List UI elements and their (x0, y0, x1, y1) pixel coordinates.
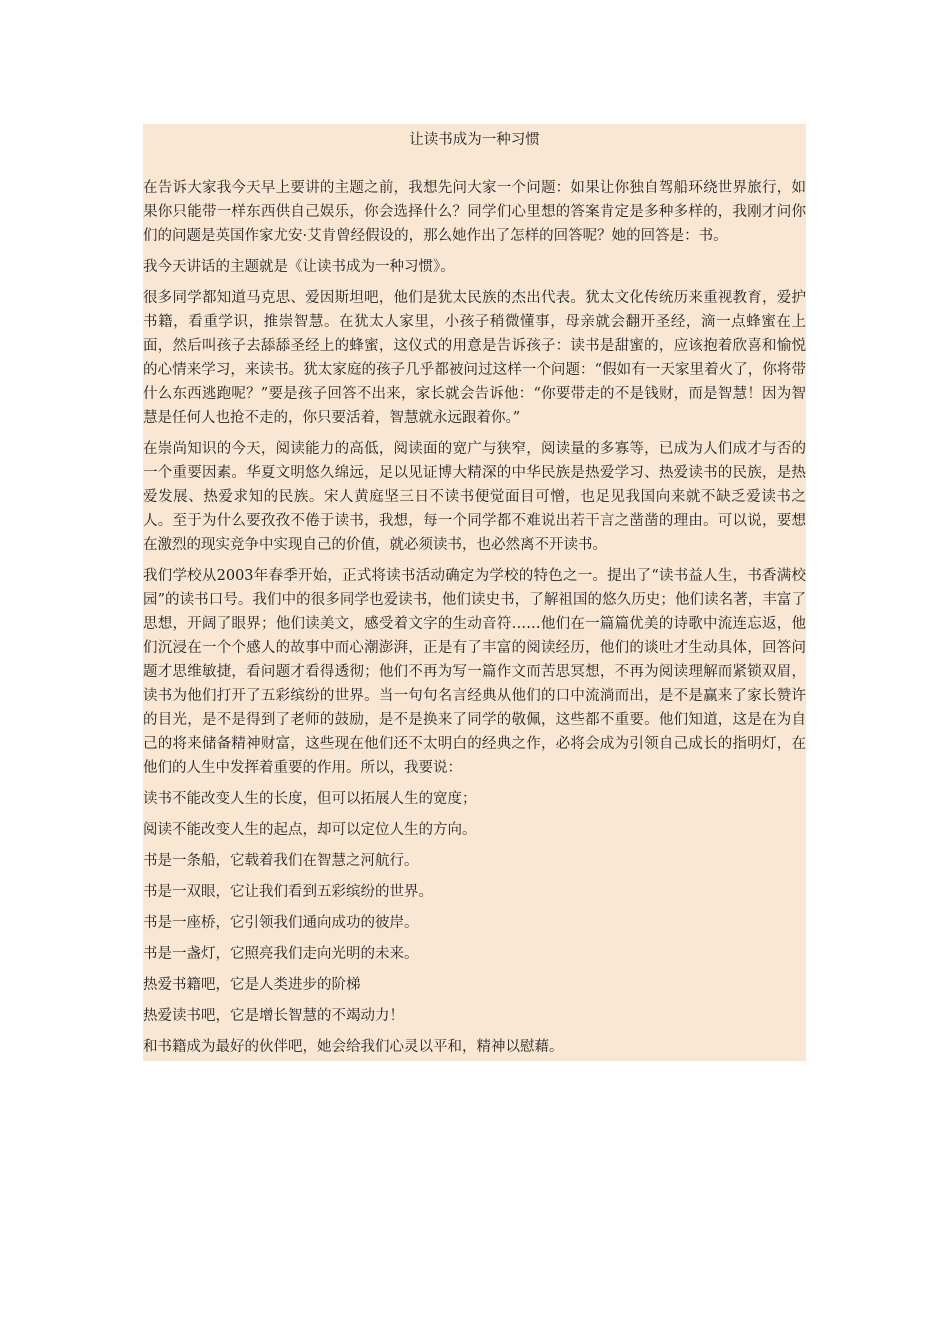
paragraph: 在告诉大家我今天早上要讲的主题之前，我想先问大家一个问题：如果让你独自驾船环绕世界旅行，如果你只能带一样东西供自己娱乐，你会选择什么？同学们心里想的答案肯定是多种多样的，我刚才问你们的问题是英国作家尤安·艾肯曾经假设的，那么她作出了怎样的回答呢？她的回答是：书。 (143, 180, 806, 244)
paragraph: 和书籍成为最好的伙伴吧，她会给我们心灵以平和，精神以慰藉。 (143, 1039, 564, 1055)
paragraph: 阅读不能改变人生的起点，却可以定位人生的方向。 (143, 822, 477, 838)
paragraph: 书是一盏灯，它照亮我们走向光明的未来。 (143, 946, 419, 962)
paragraph: 读书不能改变人生的长度，但可以拓展人生的宽度； (143, 791, 477, 807)
paragraph: 书是一双眼，它让我们看到五彩缤纷的世界。 (143, 884, 433, 900)
paragraph: 在崇尚知识的今天，阅读能力的高低，阅读面的宽广与狭窄，阅读量的多寡等，已成为人们成才与否的一个重要因素。华夏文明悠久绵远，足以见证博大精深的中华民族是热爱学习、热爱读书的民族，是热爱发展、热爱求知的民族。宋人黄庭坚三日不读书便觉面目可憎，也足见我国向来就不缺乏爱读书之人。至于为什么要孜孜不倦于读书，我想，每一个同学都不难说出若干言之凿凿的理由。可以说，要想在激烈的现实竞争中实现自己的价值，就必须读书，也必然离不开读书。 (143, 441, 806, 553)
paragraph: 我们学校从2003年春季开始，正式将读书活动确定为学校的特色之一。提出了“读书益人生，书香满校园”的读书口号。我们中的很多同学也爱读书，他们读史书，了解祖国的悠久历史；他们读名著，丰富了思想，开阔了眼界；他们读美文，感受着文字的生动音符……他们在一篇篇优美的诗歌中流连忘返，他们沉浸在一个个感人的故事中而心潮澎湃，正是有了丰富的阅读经历，他们的谈吐才生动具体，回答问题才思维敏捷，看问题才看得透彻；他们不再为写一篇作文而苦思冥想，不再为阅读理解而紧锁双眉，读书为他们打开了五彩缤纷的世界。当一句句名言经典从他们的口中流淌而出，是不是赢来了家长赞许的目光，是不是得到了老师的鼓励，是不是换来了同学的敬佩，这些都不重要。他们知道，这是在为自己的将来储备精神财富，这些现在他们还不太明白的经典之作，必将会成为引领自己成长的指明灯，在他们的人生中发挥着重要的作用。所以，我要说： (143, 568, 806, 776)
document-title: 让读书成为一种习惯 (409, 132, 540, 148)
paragraph: 很多同学都知道马克思、爱因斯坦吧，他们是犹太民族的杰出代表。犹太文化传统历来重视教育，爱护书籍，看重学识，推崇智慧。在犹太人家里，小孩子稍微懂事，母亲就会翻开圣经，滴一点蜂蜜在上面，然后叫孩子去舔舔圣经上的蜂蜜，这仪式的用意是告诉孩子：读书是甜蜜的，应该抱着欣喜和愉悦的心情来学习，来读书。犹太家庭的孩子几乎都被问过这样一个问题：“假如有一天家里着火了，你将带什么东西逃跑呢？”要是孩子回答不出来，家长就会告诉他：“你要带走的不是钱财，而是智慧！因为智慧是任何人也抢不走的，你只要活着，智慧就永远跟着你。” (143, 290, 806, 426)
document-body (143, 124, 806, 1061)
paragraph: 书是一座桥，它引领我们通向成功的彼岸。 (143, 915, 419, 931)
paragraph: 书是一条船，它载着我们在智慧之河航行。 (143, 853, 419, 869)
paragraph: 热爱书籍吧，它是人类进步的阶梯 (143, 977, 361, 993)
paragraph: 我今天讲话的主题就是《让读书成为一种习惯》。 (143, 259, 455, 275)
paragraph: 热爱读书吧，它是增长智慧的不竭动力！ (143, 1008, 404, 1024)
